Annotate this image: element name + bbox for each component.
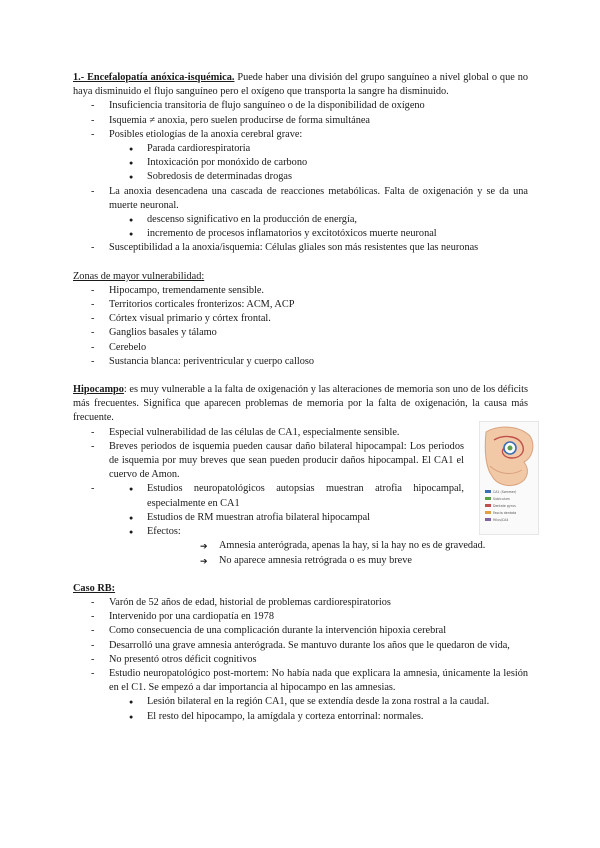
anoxia-list <box>73 99 528 255</box>
list-item: - Desarrolló una grave amnesia anterógrada. Se mantuvo durante los años que le quedaron de vida, <box>73 639 528 653</box>
hipocampo-intro: Hipocampo: es muy vulnerable a la falta de oxigenación y las alteraciones de memoria son uno de los déficits más frecuentes. Significa que aparecen problemas de memoria por la falta de oxigenación, la causa más frecuente. <box>73 384 528 424</box>
list-item: - Ganglios basales y tálamo <box>73 326 528 340</box>
section-hipocampo <box>73 383 528 568</box>
list-item: ● Sobredosis de determinadas drogas <box>109 170 528 184</box>
legend-swatch <box>485 518 491 521</box>
legend-label: CA1 (Sommer) <box>493 490 517 495</box>
list-item: - Como consecuencia de una complicación durante la intervención hipoxia cerebral <box>73 624 528 638</box>
list-item: - Córtex visual primario y córtex frontal. <box>73 312 528 326</box>
legend-swatch <box>485 490 491 493</box>
section-title-anoxia: 1.- Encefalopatía anóxica-isquémica. <box>73 72 235 83</box>
list-item: - Isquemia ≠ anoxia, pero suelen producirse de forma simultánea <box>73 114 528 128</box>
list-item: - Territorios corticales fronterizos: ACM, ACP <box>73 298 528 312</box>
list-item: ● - Estudios neuropatológicos autopsias muestran atrofia hipocampal, especialmente en CA1 <box>109 482 464 510</box>
legend-label: Dentate gyrus <box>493 504 516 509</box>
section-anoxia-intro: 1.- Encefalopatía anóxica-isquémica. Puede haber una división del grupo sanguíneo a nivel global o que no haya disminuido el flujo sanguíneo pero el oxígeno que transporta la sangre ha disminuido. <box>73 72 528 98</box>
list-item: - Estudio neuropatológico post-mortem: No había nada que explicara la amnesia, únicamente la lesión en el C1. Se empezó a dar importancia al hipocampo en las amnesias. ● Lesión bilateral en la región CA1, que se extendía desde la zona rostral a la caudal. ● El resto del hipocampo, la amígdala y corteza entorrinal: normales. <box>73 667 528 724</box>
etiology-list <box>109 142 528 185</box>
list-item: - Sustancia blanca: periventricular y cuerpo calloso <box>73 355 528 369</box>
list-item: - La anoxia desencadena una cascada de reacciones metabólicas. Falta de oxigenación y se da una muerte neuronal. ● descenso significativo en la producción de energía, ● incremento de procesos inflamatorios y excitotóxicos muerte neuronal <box>73 185 528 242</box>
hippocampus-illustration-icon <box>480 422 538 534</box>
list-item: - Intervenido por una cardiopatía en 1978 <box>73 610 528 624</box>
list-item: - Cerebelo <box>73 341 528 355</box>
legend-swatch <box>485 497 491 500</box>
list-item: - Varón de 52 años de edad, historial de problemas cardiorespiratorios <box>73 596 528 610</box>
list-item: - Susceptibilidad a la anoxia/isquemia: Células gliales son más resistentes que las neuronas <box>73 241 528 255</box>
caso-findings-list <box>109 695 528 723</box>
zonas-list <box>73 284 528 369</box>
list-item: ● Parada cardiorespiratoria <box>109 142 528 156</box>
hipocampo-studies-list <box>109 482 528 567</box>
list-item: ➔ No aparece amnesia retrógrada o es muy breve <box>147 554 528 568</box>
legend-label: Fascia dentata <box>493 511 517 516</box>
list-item: ● Efectos: ➔ Amnesia anterógrada, apenas la hay, si la hay no es de gravedad. ➔ No aparece amnesia retrógrada o es muy breve <box>109 525 528 568</box>
section-title-caso-rb: Caso RB: <box>73 582 116 594</box>
legend-swatch <box>485 511 491 514</box>
legend-label: Subiculum <box>493 497 510 502</box>
list-item: - Hipocampo, tremendamente sensible. <box>73 284 528 298</box>
list-item: - Breves periodos de isquemia pueden causar daño bilateral hipocampal: Los periodos de isquemia por muy breves que sean pueden producir daños hipocampal. El CA1 el cuervo de Amon. <box>73 440 464 483</box>
list-item: - No presentó otros déficit cognitivos <box>73 653 528 667</box>
caso-list <box>73 596 528 724</box>
list-item: ● El resto del hipocampo, la amígdala y corteza entorrinal: normales. <box>109 710 528 724</box>
section-title-hipocampo: Hipocampo <box>73 384 124 396</box>
effects-list <box>147 539 528 567</box>
hipocampo-list <box>73 426 528 483</box>
list-item: ● Lesión bilateral en la región CA1, que se extendía desde la zona rostral a la caudal. <box>109 695 528 709</box>
list-item: ● Estudios de RM muestran atrofia bilateral hipocampal <box>109 511 528 525</box>
list-item: ● incremento de procesos inflamatorios y excitotóxicos muerte neuronal <box>109 227 528 241</box>
list-item: ● Intoxicación por monóxido de carbono <box>109 156 528 170</box>
cascade-list <box>109 213 528 241</box>
document-page <box>73 71 528 724</box>
list-item: - Insuficiencia transitoria de flujo sanguíneo o de la disponibilidad de oxígeno <box>73 99 528 113</box>
list-item: - Especial vulnerabilidad de las células de CA1, especialmente sensible. <box>73 426 528 440</box>
list-item: ● descenso significativo en la producción de energía, <box>109 213 528 227</box>
section-title-zonas: Zonas de mayor vulnerabilidad: <box>73 270 205 282</box>
hipocampo-sub-wrap <box>73 482 528 567</box>
legend-swatch <box>485 504 491 507</box>
list-item: - Posibles etiologías de la anoxia cerebral grave: ● Parada cardiorespiratoria ● Intoxicación por monóxido de carbono ● Sobredosis de determinadas drogas <box>73 128 528 185</box>
legend-label: Hilus/CA4 <box>493 518 509 523</box>
hippocampus-figure <box>479 421 539 535</box>
list-item: ➔ Amnesia anterógrada, apenas la hay, si la hay no es de gravedad. <box>147 539 528 553</box>
